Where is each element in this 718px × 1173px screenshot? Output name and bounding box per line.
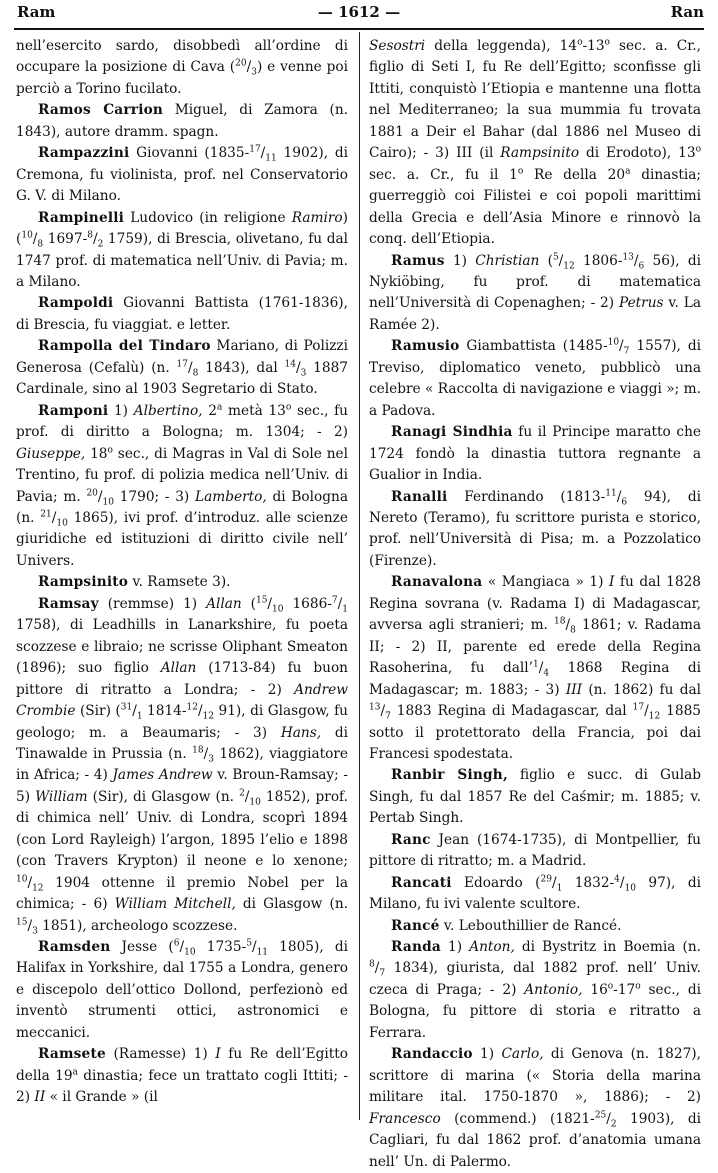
superscript: 15: [255, 595, 268, 606]
subscript: 4: [543, 668, 550, 679]
dictionary-entry: [369, 916, 701, 937]
entry-text: Miguel, di Zamora (n. 1843), autore dramm. spagn.: [16, 102, 348, 140]
entry-text: (: [539, 252, 553, 269]
subscript: 8: [192, 368, 199, 379]
dictionary-entry: [16, 293, 348, 336]
superscript: a: [625, 166, 631, 177]
subscript: 6: [621, 497, 628, 508]
entry-text: (Sir), di Glasgow (n.: [87, 788, 240, 805]
superscript: o: [607, 981, 614, 992]
italic-name: I: [215, 1046, 221, 1063]
italic-name: Rampsinito: [500, 145, 580, 162]
dictionary-entry: [369, 830, 701, 873]
entry-headword: Rampinelli: [38, 209, 125, 226]
dictionary-entry: [369, 765, 701, 829]
entry-text: v. Ramsete 3).: [128, 574, 231, 591]
entry-text: 1865), ivi prof. d’introduz. alle scienze giuridiche ed istituzioni di diritto civile nell’ Univers.: [16, 509, 348, 569]
dictionary-entry: [369, 937, 701, 1044]
dictionary-entry: [369, 422, 701, 486]
entry-text: nell’esercito sardo, disobbedì all’ordine di occupare la posizione di Cava (: [16, 38, 348, 76]
entry-headword: Randa: [391, 939, 441, 956]
entry-text: 1686-: [283, 595, 332, 612]
superscript: 18: [554, 616, 566, 627]
entry-text: /: [132, 703, 137, 720]
entry-text: 56), di Nykiöbing, fu prof. di matematica nell’Università di Copenaghen; - 2): [369, 252, 701, 312]
entry-text: /: [32, 231, 38, 248]
page-number: — 1612 —: [317, 3, 401, 21]
entry-text: /: [27, 874, 33, 891]
superscript: o: [285, 402, 292, 413]
superscript: 18: [192, 745, 204, 756]
entry-text: /: [244, 788, 250, 805]
entry-headword: Ramos Carrion: [38, 102, 164, 119]
italic-name: Antonio,: [524, 981, 583, 998]
entry-text: 1697-: [43, 231, 88, 248]
entry-headword: Ranavalona: [391, 574, 483, 591]
entry-text: « il Grande » (il: [45, 1089, 158, 1106]
entry-text: /: [251, 939, 257, 956]
entry-headword: Ramsay: [38, 595, 99, 612]
header-left-guide-word: Ram: [17, 3, 56, 21]
entry-headword: Rampolla del Tindaro: [38, 338, 211, 355]
entry-text: ) e venne poi perciò a Torino fucilato.: [16, 59, 349, 97]
superscript: 4: [614, 874, 620, 885]
italic-name: Hans,: [280, 724, 322, 741]
subscript: 1: [136, 711, 143, 722]
entry-text: 1883 Regina di Madagascar, dal: [390, 703, 633, 720]
superscript: 5: [246, 938, 252, 949]
entry-text: /: [644, 703, 649, 720]
entry-text: /: [296, 359, 301, 376]
entry-text: 1902), di Cremona, fu violinista, prof. nel Conservatorio G. V. di Milano.: [16, 145, 348, 205]
superscript: 11: [605, 487, 617, 498]
entry-text: 16: [582, 981, 608, 998]
entry-headword: Rancé: [391, 917, 440, 934]
entry-text: v. Lebouthillier de Rancé.: [439, 917, 622, 934]
entry-headword: Ramsden: [38, 939, 111, 956]
entry-text: di Tinawalde in Prussia (n.: [16, 724, 348, 762]
entry-text: sec. a. Cr., fu il 1: [369, 166, 518, 183]
right-column: [369, 36, 701, 1173]
entry-text: Ludovico (in religione: [124, 209, 292, 226]
entry-text: 1843), dal: [198, 359, 285, 376]
italic-name: Petrus: [618, 295, 664, 312]
entry-text: /: [633, 252, 639, 269]
entry-text: /: [619, 338, 624, 355]
entry-text: -17: [613, 981, 636, 998]
subscript: 10: [56, 518, 68, 529]
entry-text: /: [337, 595, 343, 612]
header-right-guide-word: Ran: [670, 3, 704, 21]
entry-headword: Ranalli: [391, 488, 448, 505]
italic-name: Christian: [475, 252, 540, 269]
dictionary-entry: [16, 336, 348, 400]
superscript: 21: [40, 509, 52, 520]
entry-text: Giambattista (1485-: [459, 338, 608, 355]
superscript: 14: [284, 359, 296, 370]
entry-text: 1806-: [574, 252, 623, 269]
dictionary-entry: [369, 251, 701, 337]
dictionary-entry: [369, 487, 701, 573]
entry-text: sec. a. Cr., figlio di Seti I, fu Re dell’Egitto; sconfisse gli Ittiti, conquistò l’Etiopia e mantenne una flotta nel Mediterraneo; la sua mummia fu trovata 1881 a Deir el Bahar (dal 1886 nel Museo di Cairo); - 3) III (il: [369, 38, 701, 162]
italic-name: III: [565, 681, 583, 698]
entry-text: Jesse (: [110, 939, 174, 956]
superscript: 20: [235, 58, 247, 69]
entry-text: della leggenda), 14: [425, 38, 578, 54]
entry-text: 1): [108, 402, 134, 419]
superscript: 10: [21, 230, 33, 241]
entry-text: /: [616, 488, 622, 505]
entry-text: /: [27, 917, 33, 934]
entry-text: /: [246, 59, 252, 76]
entry-text: Mariano, di Polizzi Generosa (Cefalù) (n.: [16, 338, 348, 376]
superscript: 13: [622, 251, 634, 262]
superscript: 8: [369, 959, 375, 970]
entry-text: /: [203, 745, 209, 762]
superscript: 10: [16, 874, 28, 885]
entry-text: 2: [202, 402, 218, 419]
italic-name: William Mitchell,: [114, 896, 236, 913]
entry-text: /: [606, 1110, 611, 1127]
entry-text: sec., di Bologna, fu pittore di storia e ritratto a Ferrara.: [369, 981, 701, 1041]
subscript: 2: [610, 1119, 617, 1130]
entry-text: (remmse) 1): [98, 595, 207, 612]
entry-text: /: [374, 960, 380, 977]
superscript: o: [517, 166, 524, 177]
dictionary-entry: [16, 937, 348, 1044]
subscript: 7: [379, 969, 386, 980]
entry-text: ) (: [16, 209, 348, 248]
dictionary-entry: [16, 1044, 348, 1108]
subscript: 7: [623, 347, 630, 358]
italic-name: William: [35, 788, 88, 805]
entry-text: /: [558, 252, 564, 269]
entry-headword: Ramponi: [38, 402, 109, 419]
entry-headword: Ranbir Singh,: [391, 767, 508, 784]
italic-name: Albertino,: [133, 402, 203, 419]
entry-headword: Ramus: [391, 252, 445, 269]
entry-text: 1904 ottenne il premio Nobel per la chimica; - 6): [16, 874, 348, 913]
italic-name: Giuseppe,: [16, 445, 86, 462]
entry-text: 1758), di Leadhills in Lanarkshire, fu poeta scozzese e libraio; ne scrisse Oliphant Smeaton (1896); suo figlio: [16, 617, 348, 677]
entry-headword: Rancati: [391, 874, 452, 891]
entry-text: /: [260, 145, 266, 162]
entry-text: Giovanni Battista (1761-1836), di Brescia, fu viaggiat. e letter.: [16, 295, 348, 333]
superscript: 5: [552, 251, 559, 262]
entry-text: 1903), di Cagliari, fu dal 1862 prof. d’anatomia umana nell’ Un. di Palermo.: [369, 1110, 701, 1170]
subscript: 1: [556, 883, 563, 894]
entry-text: di Bystritz in Boemia (n.: [514, 939, 701, 956]
dictionary-entry: [369, 873, 701, 916]
dictionary-entry: [369, 572, 701, 765]
entry-text: metà 13: [222, 402, 286, 419]
entry-text: (Ramesse) 1): [105, 1046, 216, 1063]
subscript: 8: [37, 239, 44, 250]
entry-text: 1790; - 3): [113, 488, 196, 505]
entry-text: /: [187, 359, 193, 376]
superscript: a: [72, 1067, 78, 1078]
entry-text: 1805), di Halifax in Yorkshire, dal 1755 a Londra, genero e discepolo dell’ottico Dollond, perfezionò ed inventò strumenti ottici, astronomici e meccanici.: [16, 939, 349, 1041]
entry-text: (commend.) (1821-: [440, 1110, 595, 1127]
superscript: 25: [594, 1110, 607, 1121]
entry-text: 1832-: [562, 874, 615, 891]
entry-text: 1): [444, 252, 476, 269]
column-divider: [359, 32, 360, 1120]
subscript: 6: [638, 261, 645, 272]
entry-text: /: [97, 488, 103, 505]
italic-name: Carlo,: [501, 1046, 544, 1063]
superscript: 31: [120, 702, 133, 713]
entry-text: Edoardo (: [451, 874, 541, 891]
entry-text: 1): [440, 939, 470, 956]
dictionary-entry: [369, 1044, 701, 1173]
running-header: [14, 2, 704, 30]
superscript: 17: [249, 144, 261, 155]
entry-text: Giovanni (1835-: [129, 145, 250, 162]
dictionary-entry: [16, 36, 348, 100]
subscript: 1: [342, 604, 348, 615]
entry-text: /: [538, 660, 544, 677]
entry-text: /: [619, 874, 625, 891]
entry-headword: Randaccio: [391, 1046, 473, 1063]
entry-text: 18: [85, 445, 108, 462]
entry-text: /: [380, 703, 386, 720]
entry-text: dinastia; fece un trattato cogli Ittiti; - 2): [16, 1067, 348, 1106]
superscript: 20: [86, 487, 98, 498]
dictionary-entry: [369, 336, 701, 422]
subscript: 10: [102, 497, 114, 508]
entry-text: /: [565, 617, 571, 634]
entry-text: fu il Principe maratto che 1724 fondò la dinastia tuttora regnante a Gualior in India.: [369, 424, 701, 484]
entry-headword: Ranagi Sindhia: [391, 424, 513, 441]
entry-text: 1868 Regina di Madagascar; m. 1883; - 3): [369, 660, 702, 698]
italic-name: Andrew Crombie: [16, 681, 348, 720]
italic-name: Allan: [206, 595, 242, 612]
italic-name: Allan: [160, 660, 197, 677]
superscript: 15: [16, 917, 28, 928]
italic-name: I: [608, 574, 615, 591]
superscript: o: [635, 981, 641, 992]
superscript: 2: [239, 788, 245, 799]
entry-text: fu Re dell’Egitto della 19: [16, 1046, 349, 1084]
dictionary-entry: [16, 401, 348, 573]
entry-text: di Glasgow (n.: [235, 896, 348, 913]
superscript: o: [107, 445, 113, 456]
subscript: 8: [570, 625, 576, 636]
entry-text: /: [179, 939, 185, 956]
entry-text: (: [241, 595, 256, 612]
superscript: 29: [540, 874, 552, 885]
subscript: 3: [208, 754, 214, 765]
italic-name: Ramiro: [291, 209, 343, 226]
entry-text: /: [92, 231, 98, 248]
entry-text: 1759), di Brescia, olivetano, fu dal 1747 prof. di matematica nell’Univ. di Pavia; m. a Milano.: [16, 231, 348, 290]
entry-text: v. Broun-Ramsay; - 5): [16, 767, 348, 805]
superscript: o: [577, 37, 583, 48]
subscript: 3: [32, 926, 38, 937]
entry-text: /: [197, 703, 203, 720]
dictionary-entry: [16, 594, 348, 937]
subscript: 12: [32, 883, 44, 894]
dictionary-entry: [369, 36, 701, 251]
italic-name: Francesco: [369, 1110, 441, 1127]
entry-headword: Rampsinito: [38, 574, 129, 591]
subscript: 2: [97, 239, 104, 250]
entry-text: figlio e succ. di Gulab Singh, fu dal 1857 Re del Caśmir; m. 1885; v. Pertab Singh.: [369, 767, 701, 827]
italic-name: Anton,: [469, 939, 515, 956]
entry-text: Jean (1674-1735), di Montpellier, fu pittore di ritratto; m. a Madrid.: [369, 831, 701, 870]
superscript: a: [217, 402, 223, 413]
superscript: 17: [632, 702, 645, 713]
entry-headword: Rampoldi: [38, 295, 114, 312]
subscript: 10: [272, 604, 284, 615]
superscript: o: [695, 144, 701, 155]
entry-text: 1861; v. Radama II; - 2) II, parente ed erede della Regina Rasoherina, fu dall’: [369, 617, 701, 677]
subscript: 3: [300, 368, 307, 379]
entry-text: 97), di Milano, fu ivi valente scultore.: [369, 874, 702, 913]
dictionary-entry: [16, 143, 348, 207]
entry-text: 94), di Nereto (Teramo), fu scrittore purista e storico, prof. nell’Università di Pisa; m. a Pozzolatico (Firenze).: [369, 488, 702, 569]
entry-headword: Rampazzini: [38, 145, 130, 162]
subscript: 10: [249, 797, 261, 808]
dictionary-entry: [16, 100, 348, 143]
superscript: 10: [607, 337, 620, 348]
dictionary-entry: [16, 572, 348, 593]
italic-name: Sesostri: [369, 38, 426, 54]
italic-name: James Andrew: [112, 767, 213, 784]
left-column: [16, 36, 348, 1109]
subscript: 11: [256, 947, 269, 958]
header-rule: [14, 28, 704, 30]
entry-headword: Ramsete: [38, 1046, 106, 1063]
italic-name: Lamberto,: [195, 488, 267, 505]
superscript: o: [604, 37, 610, 48]
entry-text: (Sir) (: [75, 703, 121, 720]
entry-text: Re della 20: [523, 166, 626, 183]
entry-text: /: [551, 874, 557, 891]
superscript: 6: [173, 938, 180, 949]
dictionary-entry: [16, 208, 348, 294]
subscript: 12: [648, 711, 661, 722]
entry-text: v. La Ramée 2).: [369, 295, 701, 333]
entry-headword: Ramusio: [391, 338, 460, 355]
entry-text: Ferdinando (1813-: [447, 488, 606, 505]
subscript: 3: [251, 68, 257, 79]
entry-text: di Genova (n. 1827), scrittore di marina (« Storia della marina militare ital. 1750-1870 », 1886); - 2): [369, 1046, 701, 1106]
subscript: 12: [202, 711, 215, 722]
entry-text: sec., fu prof. di diritto a Bologna; m. 1304; - 2): [16, 402, 348, 441]
superscript: 8: [87, 230, 93, 241]
entry-text: di Erodoto), 13: [579, 145, 696, 162]
entry-text: 1557), di Treviso, diplomatico veneto, pubblicò una celebre « Raccolta di navigazione e viaggi »; m. a Padova.: [369, 338, 701, 419]
entry-text: (1713-84) fu buon pittore di ritratto a Londra; - 2): [16, 660, 348, 698]
entry-text: 1): [472, 1046, 502, 1063]
entry-text: 1834), giurista, dal 1882 prof. nell’ Univ. czeca di Praga; - 2): [369, 960, 701, 998]
entry-text: 1814-: [142, 703, 187, 720]
subscript: 7: [385, 711, 391, 722]
superscript: 12: [186, 702, 198, 713]
entry-text: dinastia; guerreggiò coi Filistei e coi popoli marittimi della Grecia e dell’Asia Minore e rinnovò la conq. dell’Etiopia.: [369, 166, 702, 248]
entry-text: /: [267, 595, 273, 612]
entry-text: 1885 sotto il protettorato della Francia, poi dai Francesi spodestata.: [369, 703, 701, 762]
subscript: 10: [624, 883, 636, 894]
entry-text: 1887 Cardinale, sino al 1903 Segretario di Stato.: [16, 359, 348, 398]
subscript: 12: [563, 261, 575, 272]
entry-text: fu dal 1828 Regina sovrana (v. Radama I) di Madagascar, avversa agli stranieri; m.: [369, 574, 701, 634]
entry-text: 1862), viaggiatore in Africa; - 4): [16, 745, 348, 784]
entry-text: 1852), prof. di chimica nell’ Univ. di Londra, scoprì 1894 (con Lord Rayleigh) l’argon, 1895 l’elio e 1898 (con Travers Krypton) il neone e lo xenone;: [16, 788, 348, 870]
entry-text: 91), di Glasgow, fu geologo; m. a Beaumaris; - 3): [16, 703, 348, 741]
entry-text: 1851), archeologo scozzese.: [37, 917, 238, 934]
entry-text: sec., di Magras in Val di Sole nel Trentino, fu prof. di polizia medica nell’Univ. di Pavia; m.: [16, 445, 348, 505]
entry-text: (n. 1862) fu dal: [582, 681, 702, 698]
superscript: 7: [331, 595, 338, 606]
entry-headword: Ranc: [391, 831, 431, 848]
entry-text: -13: [582, 38, 605, 54]
entry-text: /: [51, 509, 57, 526]
entry-text: di Bologna (n.: [16, 488, 349, 526]
entry-text: 1735-: [195, 939, 247, 956]
entry-text: « Mangiaca » 1): [482, 574, 609, 591]
subscript: 10: [184, 947, 196, 958]
subscript: 11: [265, 154, 277, 164]
superscript: 17: [176, 359, 188, 370]
superscript: 1: [533, 659, 539, 670]
superscript: 13: [369, 702, 381, 713]
italic-name: II: [34, 1089, 46, 1106]
